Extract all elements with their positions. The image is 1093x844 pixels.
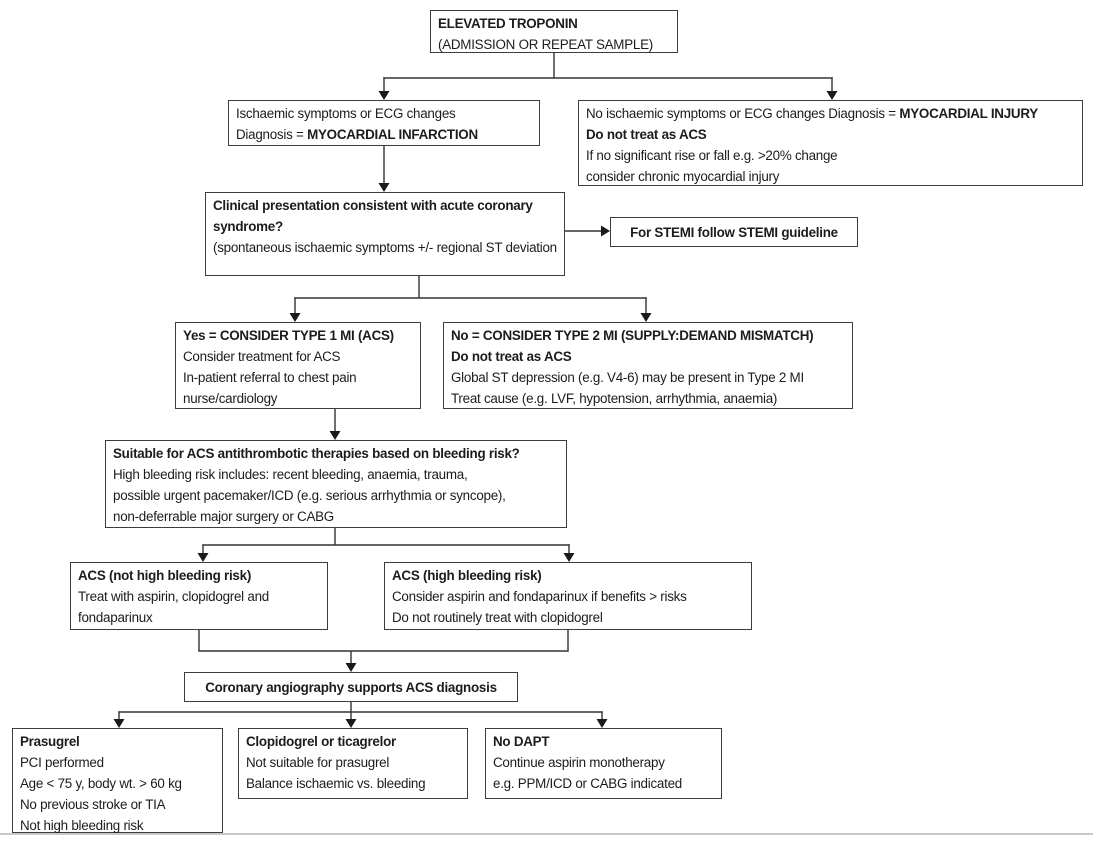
page-bottom-rule [0, 833, 1093, 835]
box-clinical-presentation [205, 192, 565, 276]
type2-line3: Global ST depression (e.g. V4-6) may be present in Type 2 MI [451, 370, 804, 385]
clopidogrel-line3: Balance ischaemic vs. bleeding [246, 776, 426, 791]
connector-type1-to-suitable [330, 409, 341, 440]
mi-line2 [236, 124, 533, 145]
injury-line1 [586, 103, 1076, 124]
prasugrel-line5: Not high bleeding risk [20, 818, 144, 833]
suitable-line2: High bleeding risk includes: recent bleeding, anaemia, trauma, [113, 467, 468, 482]
type1-line3: In-patient referral to chest pain nurse/cardiology [183, 370, 357, 406]
prasugrel-line2: PCI performed [20, 755, 104, 770]
box-no-dapt [485, 728, 722, 799]
injury-line3: If no significant rise or fall e.g. >20% change [586, 148, 838, 163]
clinical-detail: (spontaneous ischaemic symptoms +/- regional ST deviation [213, 240, 557, 255]
elevated-troponin-subtitle: (ADMISSION OR REPEAT SAMPLE) [438, 37, 653, 52]
angio-label: Coronary angiography supports ACS diagnosis [205, 679, 497, 695]
box-myocardial-infarction [228, 100, 540, 146]
no-dapt-line3: e.g. PPM/ICD or CABG indicated [493, 776, 682, 791]
injury-diagnosis-bold: MYOCARDIAL INJURY [899, 106, 1038, 121]
box-prasugrel [12, 728, 223, 833]
box-acs-high-bleeding-risk [384, 562, 752, 630]
acs-high-line2: Consider aspirin and fondaparinux if benefits > risks [392, 589, 687, 604]
stemi-label: For STEMI follow STEMI guideline [630, 224, 838, 240]
connector-suitable-split [198, 528, 575, 562]
clopidogrel-title: Clopidogrel or ticagrelor [246, 734, 396, 749]
no-dapt-line2: Continue aspirin monotherapy [493, 755, 665, 770]
clinical-question: Clinical presentation consistent with acute coronary syndrome? [213, 198, 533, 234]
prasugrel-line4: No previous stroke or TIA [20, 797, 166, 812]
mi-diagnosis-bold: MYOCARDIAL INFARCTION [307, 127, 478, 142]
box-stemi-guideline [610, 217, 858, 247]
injury-line2: Do not treat as ACS [586, 127, 707, 142]
type2-title: No = CONSIDER TYPE 2 MI (SUPPLY:DEMAND MISMATCH) [451, 328, 814, 343]
acs-high-line3: Do not routinely treat with clopidogrel [392, 610, 603, 625]
mi-diagnosis-prefix: Diagnosis = [236, 127, 308, 142]
injury-line4: consider chronic myocardial injury [586, 169, 780, 184]
mi-line1: Ischaemic symptoms or ECG changes [236, 106, 456, 121]
connector-troponin-split [379, 53, 838, 100]
acs-low-title: ACS (not high bleeding risk) [78, 568, 252, 583]
acs-high-title: ACS (high bleeding risk) [392, 568, 542, 583]
box-myocardial-injury [578, 100, 1083, 186]
box-coronary-angiography [184, 672, 518, 702]
prasugrel-title: Prasugrel [20, 734, 80, 749]
type2-line2: Do not treat as ACS [451, 349, 572, 364]
type1-title: Yes = CONSIDER TYPE 1 MI (ACS) [183, 328, 394, 343]
connector-clinical-to-stemi [565, 226, 610, 237]
elevated-troponin-title: ELEVATED TROPONIN [438, 16, 578, 31]
type1-line2: Consider treatment for ACS [183, 349, 341, 364]
acs-low-line2: Treat with aspirin, clopidogrel and fondaparinux [78, 589, 269, 625]
suitable-line3: possible urgent pacemaker/ICD (e.g. serious arrhythmia or syncope), [113, 488, 506, 503]
connector-acs-merge [198, 630, 568, 672]
box-clopidogrel-ticagrelor [238, 728, 468, 799]
no-dapt-title: No DAPT [493, 734, 550, 749]
box-type2-mi [443, 322, 853, 409]
injury-diagnosis-prefix: No ischaemic symptoms or ECG changes Diagnosis = [586, 106, 900, 121]
box-acs-not-high-bleeding-risk [70, 562, 328, 630]
box-elevated-troponin [430, 10, 678, 53]
suitable-title: Suitable for ACS antithrombotic therapies based on bleeding risk? [113, 446, 520, 461]
connector-angio-split [114, 702, 608, 728]
clopidogrel-line2: Not suitable for prasugrel [246, 755, 390, 770]
prasugrel-line3: Age < 75 y, body wt. > 60 kg [20, 776, 182, 791]
box-bleeding-risk-question [105, 440, 567, 528]
box-type1-mi [175, 322, 421, 409]
connector-clinical-split [290, 276, 652, 322]
type2-line4: Treat cause (e.g. LVF, hypotension, arrhythmia, anaemia) [451, 391, 778, 406]
suitable-line4: non-deferrable major surgery or CABG [113, 509, 334, 524]
connector-mi-to-clinical [379, 146, 390, 192]
